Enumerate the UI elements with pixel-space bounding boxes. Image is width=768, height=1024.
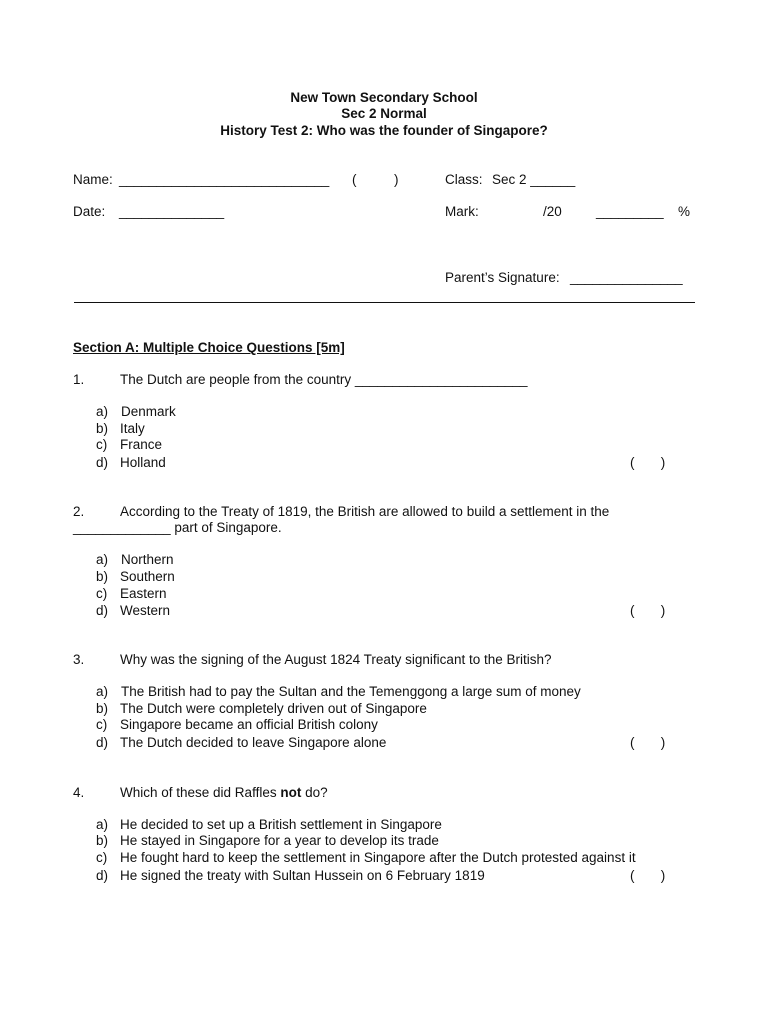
date-label: Date: — [73, 204, 106, 219]
divider-line — [74, 302, 695, 303]
option-letter: a) — [96, 684, 109, 699]
option-letter: d) — [96, 868, 109, 883]
option-text: Singapore became an official British colony — [120, 717, 378, 732]
option-text: He decided to set up a British settlement in Singapore — [120, 817, 442, 832]
parent-signature-blank: _______________ — [570, 270, 683, 285]
question-text-continued: _____________ part of Singapore. — [73, 520, 282, 535]
answer-bracket: ( ) — [630, 735, 666, 750]
option-text: The Dutch were completely driven out of Singapore — [120, 701, 427, 716]
option-letter: b) — [96, 833, 109, 848]
option-letter: a) — [96, 552, 109, 567]
mark-total: /20 — [543, 204, 562, 219]
option-text: The British had to pay the Sultan and the Temenggong a large sum of money — [121, 684, 581, 699]
index-number-bracket: ( ) — [352, 172, 399, 187]
question-number: 2. — [73, 504, 85, 519]
option-letter: c) — [96, 850, 108, 865]
test-title: History Test 2: Who was the founder of Singapore? — [220, 123, 548, 138]
option-text: He stayed in Singapore for a year to develop its trade — [120, 833, 439, 848]
section-a-heading: Section A: Multiple Choice Questions [5m] — [73, 340, 345, 355]
option-text: Denmark — [121, 404, 176, 419]
percent-sign: % — [678, 204, 691, 219]
option-letter: c) — [96, 717, 108, 732]
mark-label: Mark: — [445, 204, 479, 219]
option-letter: a) — [96, 404, 109, 419]
question-number: 3. — [73, 652, 85, 667]
option-text: Holland — [120, 455, 166, 470]
question-text: Why was the signing of the August 1824 Treaty significant to the British? — [120, 652, 552, 667]
question-text: The Dutch are people from the country _______________________ — [120, 372, 528, 387]
option-text: France — [120, 437, 163, 452]
name-blank: ____________________________ — [119, 172, 330, 187]
option-letter: d) — [96, 735, 109, 750]
percent-blank: _________ — [596, 204, 664, 219]
question-text — [120, 785, 328, 801]
option-text: He signed the treaty with Sultan Hussein on 6 February 1819 — [120, 868, 485, 883]
question-emphasis: not — [280, 785, 302, 800]
option-text: Northern — [121, 552, 174, 567]
answer-bracket: ( ) — [630, 603, 666, 618]
option-letter: d) — [96, 603, 109, 618]
parent-signature-label: Parent’s Signature: — [445, 270, 560, 285]
option-letter: b) — [96, 421, 109, 436]
option-text: The Dutch decided to leave Singapore alone — [120, 735, 387, 750]
option-text: Southern — [120, 569, 175, 584]
option-text: Eastern — [120, 586, 167, 601]
option-letter: c) — [96, 586, 108, 601]
class-value: Sec 2 ______ — [492, 172, 576, 187]
answer-bracket: ( ) — [630, 868, 666, 883]
option-text: Western — [120, 603, 171, 618]
option-letter: d) — [96, 455, 109, 470]
option-letter: a) — [96, 817, 109, 832]
answer-bracket: ( ) — [630, 455, 666, 470]
school-name: New Town Secondary School — [290, 90, 478, 105]
class-level: Sec 2 Normal — [341, 106, 427, 121]
class-label: Class: — [445, 172, 483, 187]
question-text: According to the Treaty of 1819, the British are allowed to build a settlement in the — [120, 504, 610, 519]
question-text-start: Which of these did Raffles — [120, 785, 281, 800]
question-number: 1. — [73, 372, 85, 387]
option-text: He fought hard to keep the settlement in Singapore after the Dutch protested against it — [120, 850, 636, 865]
option-letter: b) — [96, 569, 109, 584]
option-text: Italy — [120, 421, 145, 436]
question-number: 4. — [73, 785, 85, 800]
date-blank: ______________ — [119, 204, 225, 219]
option-letter: c) — [96, 437, 108, 452]
question-text-end: do? — [301, 785, 328, 800]
option-letter: b) — [96, 701, 109, 716]
name-label: Name: — [73, 172, 113, 187]
